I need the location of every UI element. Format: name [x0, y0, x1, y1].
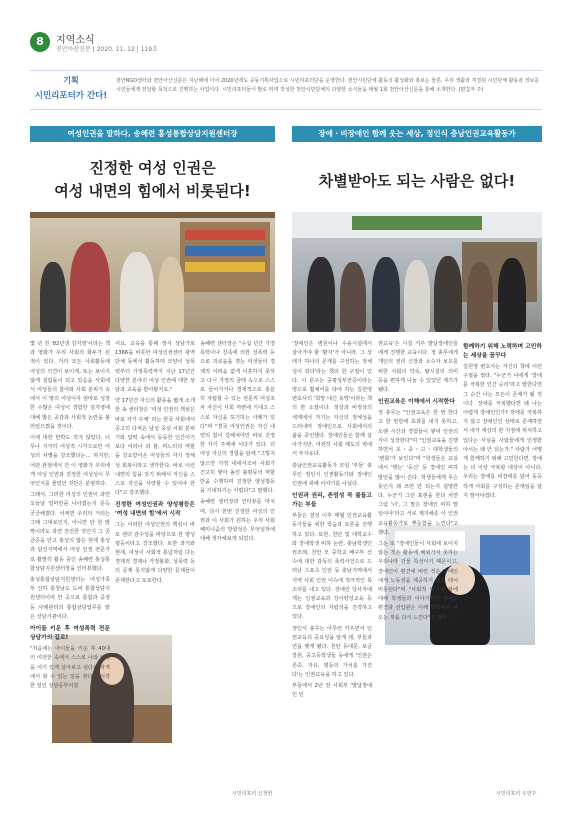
left-column-2 — [115, 340, 195, 588]
left-main-photo — [30, 212, 275, 332]
paragraph: 그는 이러한 여성인권의 핵심이 바로 젠더 감수성을 바탕으로 한 양성평등이라고 강조했다. 또한 과거와 현재, 여성이 사회적 통념처럼 다는 경제적 경제나 가정불화, 성폭력 등의 문제 못지않게 다양한 문제들이 존재한다고 토로한다. — [115, 522, 195, 584]
paragraph: 약 17년간 자신의 활동을 짧게 소개한 송 센터장은 '여성 인권의 핵심은 바로 자기 주체' 라는 한국 사회에서 공고히 다져온 남성 중심 사회 분위기와 압력 속에서 동등한 인간이기보다 여러나 외 할, 며느리의 역할을 강요받아온 여성들의 자기 정체성 회복이라고 생각한다. 바로 이런 내면의 힘을 갖기 위해서 자신을 스스로 자신을 사랑할 수 있어야 한다"고 강조했다. — [115, 398, 195, 497]
right-column-2 — [378, 340, 458, 625]
paragraph: 홍성통합상담지원센터는 여성가족부 산하 충청남도 도비 통합상담지원센터이며 한 곳으로 통합과 공정 등 사례관리의 통합상담업무를 맡은 상담기관이다. — [30, 577, 110, 620]
left-article-banner: 여성인권을 말하다, 송혜련 홍성통합상담지원센터장 — [30, 126, 275, 142]
paragraph: "처음에는 아이들을 키운 후 40대의 여전한 속에서 스스로 나와 인생을 여기 있게 살아보고 싶다는 자격에서 할 수 있는 일을 찾다가 시작한 일인 상담공부이었 — [30, 646, 110, 689]
subheading: 인권과 권리, 존엄성 꼭 불들고 가는 부들 — [292, 493, 372, 509]
subheading: 아이들 키운 후 여성폭력 전문 상담가의 길로! — [30, 626, 110, 642]
publication-info: 천안아산신문 | 2020. 11. 12 | 119호 — [56, 46, 158, 53]
paragraph: 송혜련 센터장과 인터뷰를 마치며, 다시 한번 진정한 여성의 인권과 이 사회가 원하는 우리 사회 페미니즘의 방향성은 무엇일까에 대해 생각해보게 되었다. — [200, 499, 275, 543]
intro-tag: 기획 — [63, 76, 79, 85]
intro-text: 천안NGO센터와 천안아산신문은 지난해에 이어 2020년에도 공동기획사업으로 시민리포터단을 운영한다. 천안시민단체 활동의 활성화와 홍보는 물론, 우리 생활과 직결된 시민단체 활동과 정보를 시민들에게 전달할 목적으로 진행하는 사업이다. 시민리포터들이 발로 뛰며 작성한 천안시민단체의 다양한 소식들을 매월 1회 천안아산신문을 통해 소개한다. (편집자 주) — [116, 78, 540, 93]
paragraph: 송혜련 센터장은 "수십 년간 가정폭력이나 친족에 의한 성폭력 등으로 괴로움을 겪는 여성들이 경제적 어려움 없게 이혼하지 못하고 다시 가정의 굴레 속으로 스스로 들어가거나 경제적으로 충분히 자립할 수 있는 전문직 여성조차 자신이 사회 저변에 기대고 스스로 자신을 포기하는 사례가 있다"며 "결국 여성인권은 자신 내면의 힘이 강해져야만 바로 진정한 자기 주체에 서다가 있다. 더 여성 자신의 경험을 담에 "그렇지 않으면 가정 내에서조차 사회가 건고히 쌓아 올린 불평등의 역할만을 수행하며 진정한 양성평등을 기대하기는 어렵다"고 말했다. — [200, 341, 275, 495]
paragraph: 부들은 결성 이후 매월 인권교육활동가들을 위한 학습과 토론을 진행하고 있다. 또한, 천안 및 대학교수와 장애학생 비하 논란, 충남학생인권조례, 천안 모 중학교 배구부 선수에 대한 감독의 폭력사건으로 드러난 스포츠 인권 등 충남지역에서 지역 사회 인권 이슈에 적극적인 목소리를 내고 있다. 장애인 당사자에게는 인권교육과 강사양성교육 등으로 장애인의 자립성을 진작하고 있다. — [292, 513, 372, 621]
paragraph: 권교육'은 시설 거주 발달장애인들에게 진행한 교육이다. 정 총무에게 개인의 권리 신장과 소수자 보호를 위한 사회의 약속, 탈시설의 의미 등을 편하게 나눌 수 있었던 계기가 됐다. — [378, 341, 458, 394]
paragraph: 어요, 교육을 통해 정식 상담가로 1366을 비롯한 여성인권센터 광역단체 등에서 활동하며 모양이 성폭력부터 가정폭력까지 지난 17년간 다양한 분야의 여성 인권에 대한 상담과 교육을 받아왔지요." — [115, 341, 195, 394]
page-header — [0, 0, 568, 58]
paragraph: '장애인은 병원이나 수용시설에서 살아가야 할 '환자'가 아니라, 그 상태가 하나의 존재를 구성하는 정체성이 되다'라는 책의 한 구절이 있다. 이 문구는 공평성부전증이라는 병으로 휠체어를 타야 하는 김원영 변호사의 '희망 대신 욕망'이라는 책의 한 소절이다. 정상과 비정상의 세계에서 자기는 자신의 정체성을 드러내며 장애인으로 사회에서의 삶을 증언했다. 장애인들은 함께 살아가지만, 여전히 사회 제도의 벽에서 부자유다. — [292, 341, 372, 458]
right-column-3 — [463, 340, 542, 503]
paragraph: 몇 년 전 '82년생 김지영'이라는 책과 영화가 우리 사회의 화두가 된 적이 있다. 거의 모든 사회활동에 여성의 의견이 보이게, 또는 보이지 않게 걸림돌이 되고 있음을 사회에서 여성들의 참여와 사회 분위기 속에서 이 땅의 여성이자 엄마로 성장한 수많은 여성이 경험한 김지영에 대해 많은 공감과 사회적 논란을 불러일으켰을 것이다. — [30, 341, 110, 430]
left-headline — [30, 157, 275, 203]
paragraph: 그래서, 그러한 여성의 인권이 과연 오늘날 얼마만큼 나아졌는지 문득 궁금해졌다. 어쩌면 우리의 거리는 그때 그대로인지, 아니면 단 한 발짝이라도 과연 전진한 것인지 그 궁금증을 안고 홍성의 많은 현재 홍성과 담진지역에서 여성 인권 전문가로 활발히 활동 중인 송혜련 홍성통합상담지원센터장을 인터뷰했다. — [30, 492, 110, 572]
left-headline-line-1: 진정한 여성 인권은 — [89, 159, 216, 177]
left-headline-line-2: 여성 내면의 힘에서 비롯된다! — [54, 182, 251, 200]
intro-box — [30, 70, 542, 110]
paragraph: 김원영 변호사는 자신의 책에 이런 구절을 썼다. "누군가 나에게 '장애를 극복한 인간 승리'라고 말한다면 그 순간 나는 모든이 존재가 될 것이다. 장애를 극복했다면 왜 나는 어렵게 장애인인가? 장애를 극복하지 않고 장애인인 상태로 존재하면서 내가 세상의 한 지점에 위치하고 있다는 사실을 사람들에게 인정받아서는 왜 안 되는가." 사람가 어떻게 함께하기 위해 고민한다면, 장애는 더 이상 극복할 대상이 아니다. 우리는 장애를 비장애를 넘어 동등하게 사회를 구성하는 존재임을 알지 말아야겠다. — [463, 364, 542, 499]
paragraph: 충남인권교육활동가 모임 '부들' 총무인 정인식 인권활동가와 장애인 인권에 대해 이야기를 나눴다. — [292, 462, 372, 488]
left-column-3 — [200, 340, 275, 546]
section-name: 지역소식 — [56, 35, 95, 46]
right-column-1 — [292, 340, 372, 702]
paragraph: 부들에서 2년 전 사회부 '발달장애인 인 — [292, 682, 372, 699]
intro-title: 시민리포터가 간다! — [34, 91, 108, 101]
subheading: 함께하기 위해 노력하며 고민하는 세상을 꿈꾸다 — [463, 344, 542, 359]
right-article-banner: 장애・비장애인 함께 웃는 세상, 정인식 충남인권교육활동가 — [292, 126, 542, 142]
page-number: 8 — [30, 32, 50, 52]
right-headline: 차별받아도 되는 사람은 없다! — [318, 172, 516, 190]
subheading: 진정한 여성인권과 양성평등은 '여성 내면의 힘'에서 시작 — [115, 502, 195, 518]
paragraph: 정인식 총무는 아무런 키우면서 인권교육의 중요성을 알게 돼, 부들과 연을 맺게 됐다. 천안 동대문, 보금장원, 중고등학생들 등에게 '인권은 존중, 자유, 평등의 가치를 가진다'는 인권교육을 하고 있다. — [292, 625, 372, 678]
paragraph: 이에 대한 반박도 적지 않았다. 너무나 지극히 여성적 시각으로만 여성의 차별을 강조했다는… 하지만, 어떤 관점에서 건 이 영화가 우리에게 여성 인권과 진정한 여성성이 무엇인지를 물었던 것만은 분명하다. — [30, 435, 110, 488]
intro-label — [30, 75, 112, 101]
right-main-photo — [292, 212, 542, 332]
paragraph: 정 총무는 "인권교육은 한 번 한다고 한 번만에 효과를 내지 못하고, 오랜 시간과 경험들이 쌓여 인권의식이 성장한다"며 "인권교육을 진행하면서 초・중・고・대학생들의 '변화'가 보인다"며 "학생들은 교실에서 '행는' '등신' 등 장애인 비하 발언을 많이 쓴다. 학생들에게 무슨 뜻인지 왜 쓰면 안 되는지 설명한다. 누군가 그런 표현을 한다 치면 그럼 '너', 그 말은 장애인 비하 말 일이야'라고 서로 제지해준 이 인권교육활동가로 뿌듯함을 느낀다"고 했다. — [378, 410, 458, 536]
paragraph: 그는 또 "장애인들이 사회에 보이지 않는 것은 활동에 배워가지 못하는 우리나라 건물 특성이기 때문이고, 장애인이 편견에 버린 것은 장애인에게 노동권을 제공하지 않은 데서 비롯된다"며 "사회적 약자의 삶에 대해 학생들과 이야기하면 장애인 편견과 선입관은 이해 부족에서 나오는 것을 다시 느낀다"고 했다. — [378, 541, 458, 621]
right-reporter-credit: 시민리포터 우연주 — [496, 791, 537, 797]
subheading: 인권교육은 이해에서 시작한다 — [378, 399, 455, 406]
left-reporter-credit: 시민리포터 신정헌 — [232, 791, 273, 797]
left-column-1 — [30, 340, 110, 693]
